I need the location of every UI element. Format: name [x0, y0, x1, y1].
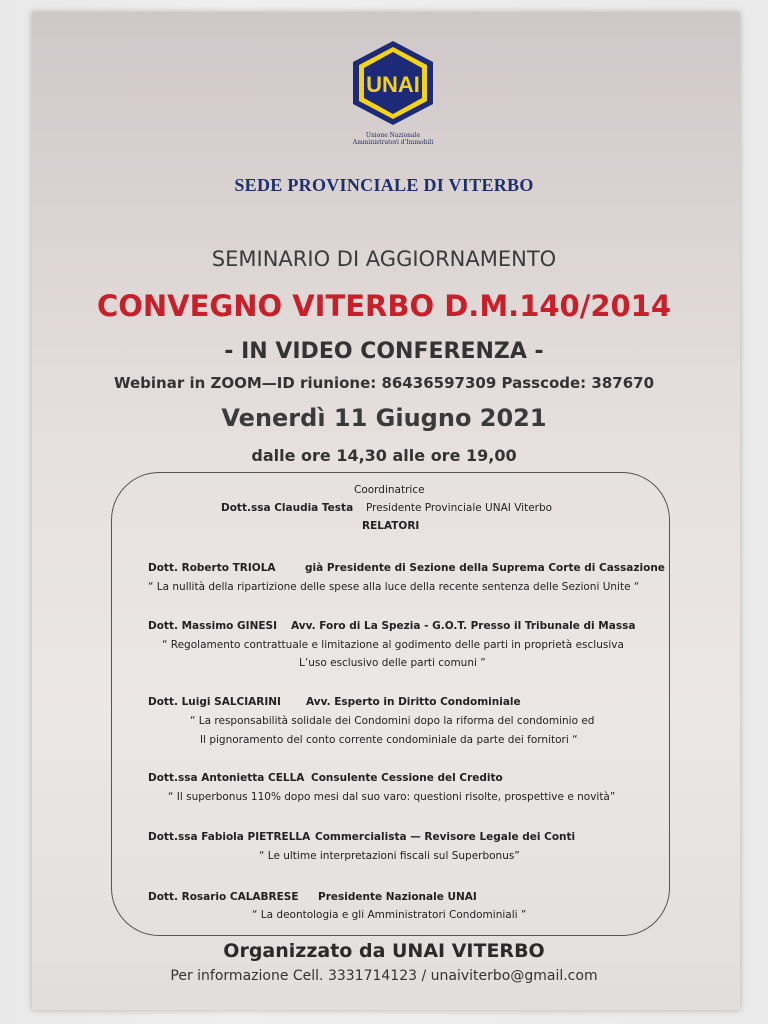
speaker-topic: “ La deontologia e gli Amministratori Condominiali ” [252, 909, 527, 921]
speaker-name: Dott.ssa Fabiola PIETRELLA [148, 831, 311, 843]
webinar-info: Webinar in ZOOM—ID riunione: 86436597309 Passcode: 387670 [113, 374, 655, 392]
speaker-name: Dott. Roberto TRIOLA [148, 562, 276, 574]
speaker-role: Consulente Cessione del Credito [311, 772, 503, 784]
logo-text: UNAI [366, 72, 420, 97]
logo-subtitle-line2: Amministratori d'Immobili [352, 139, 434, 146]
speaker-topic: “ La nullità della ripartizione delle spese alla luce della recente sentenza delle Sezioni Unite “ [148, 581, 640, 593]
speaker-name: Dott. Massimo GINESI [148, 620, 278, 632]
speaker-role: Commercialista — Revisore Legale dei Conti [315, 831, 576, 843]
relatori-heading: RELATORI [362, 520, 420, 532]
speaker-role: già Presidente di Sezione della Suprema Corte di Cassazione [305, 562, 665, 574]
speaker-role: Presidente Nazionale UNAI [318, 891, 477, 903]
speaker-role: Avv. Esperto in Diritto Condominiale [306, 696, 521, 708]
speaker-topic-line2: L’uso esclusivo delle parti comuni ” [299, 657, 486, 669]
contact-info: Per informazione Cell. 3331714123 / unaiviterbo@gmail.com [170, 968, 598, 984]
sede-title: SEDE PROVINCIALE DI VITERBO [234, 175, 534, 195]
speaker-role: Avv. Foro di La Spezia - G.O.T. Presso il Tribunale di Massa [291, 620, 636, 632]
video-conference-line: - IN VIDEO CONFERENZA - [224, 339, 544, 364]
logo-subtitle-line1: Unione Nazionale [365, 132, 421, 139]
seminario-heading: SEMINARIO DI AGGIORNAMENTO [211, 247, 557, 271]
speaker-topic: “ Le ultime interpretazioni fiscali sul Superbonus” [259, 850, 520, 862]
speaker-topic-line2: Il pignoramento del conto corrente condominiale da parte dei fornitori “ [200, 734, 578, 746]
speaker-topic: “ Regolamento contrattuale e limitazione al godimento delle parti in proprietà esclusiva [162, 639, 624, 651]
event-hours: dalle ore 14,30 alle ore 19,00 [251, 446, 517, 465]
speaker-topic: “ La responsabilità solidale dei Condomini dopo la riforma del condominio ed [190, 715, 595, 727]
logo-subtitle [330, 132, 456, 146]
speaker-name: Dott.ssa Antonietta CELLA [148, 772, 305, 784]
organizer-line: Organizzato da UNAI VITERBO [223, 940, 545, 962]
unai-logo [350, 40, 436, 126]
coordinator-role: Presidente Provinciale UNAI Viterbo [366, 502, 553, 514]
speaker-name: Dott. Rosario CALABRESE [148, 891, 299, 903]
coordinator-name: Dott.ssa Claudia Testa [221, 502, 354, 514]
coordinator-title: Coordinatrice [354, 484, 425, 496]
convegno-title: CONVEGNO VITERBO D.M.140/2014 [96, 289, 672, 323]
speaker-name: Dott. Luigi SALCIARINI [148, 696, 281, 708]
speaker-topic: “ Il superbonus 110% dopo mesi dal suo varo: questioni risolte, prospettive e novità” [168, 791, 616, 803]
event-date: Venerdì 11 Giugno 2021 [221, 404, 547, 432]
